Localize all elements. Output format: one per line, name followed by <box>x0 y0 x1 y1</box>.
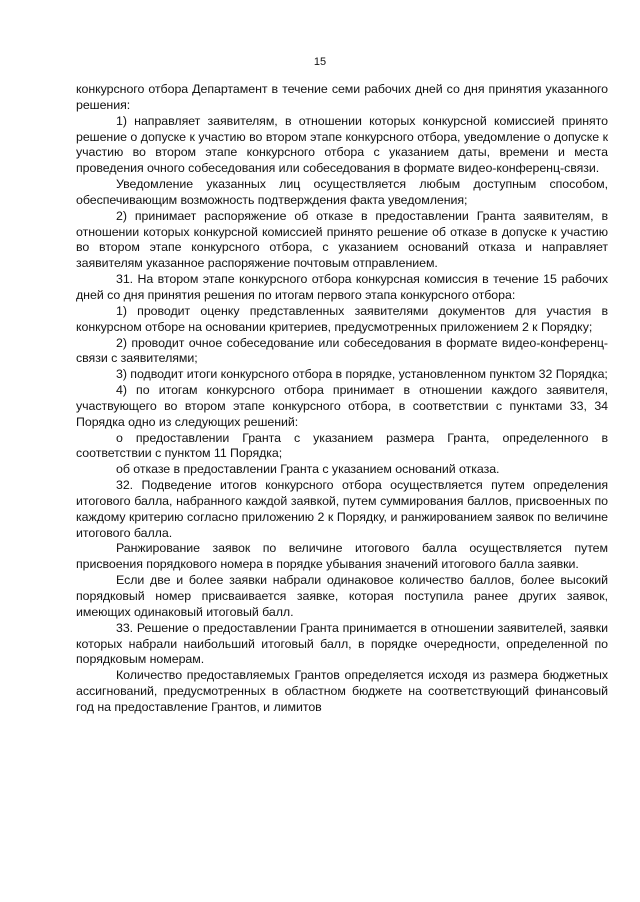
paragraph: об отказе в предоставлении Гранта с указанием оснований отказа. <box>116 462 500 477</box>
paragraph: Количество предоставляемых Грантов определяется исходя из размера бюджетных ассигнований, предусмотренных в областном бюджете на соответствующий финансовый год на предоставление Грантов, и лимитов <box>76 668 608 714</box>
paragraph: Ранжирование заявок по величине итогового балла осуществляется путем присвоения порядкового номера в порядке убывания значений итогового балла заявки. <box>76 541 608 572</box>
paragraph: 2) проводит очное собеседование или собеседования в формате видео-конференц-связи с заявителями; <box>76 335 608 366</box>
paragraph: о предоставлении Гранта с указанием размера Гранта, определенного в соответствии с пунктом 11 Порядка; <box>76 430 608 461</box>
paragraph: Если две и более заявки набрали одинаковое количество баллов, более высокий порядковый номер присваивается заявке, которая поступила ранее других заявок, имеющих одинаковый итоговый балл. <box>76 573 608 619</box>
paragraph: 33. Решение о предоставлении Гранта принимается в отношении заявителей, заявки которых набрали наибольший итоговый балл, в порядке очередности, определенной по порядковым номерам. <box>76 620 608 667</box>
page-number: 15 <box>313 56 327 68</box>
paragraph: 3) подводит итоги конкурсного отбора в порядке, установленном пунктом 32 Порядка; <box>116 367 608 382</box>
paragraph: 32. Подведение итогов конкурсного отбора осуществляется путем определения итогового балла, набранного каждой заявкой, путем суммирования баллов, присвоенных по каждому критерию согласно приложению 2 к Порядку, и ранжированием заявок по величине итогового балла. <box>76 478 608 540</box>
paragraph: Уведомление указанных лиц осуществляется любым доступным способом, обеспечивающим возможность подтверждения факта уведомления; <box>76 177 608 207</box>
paragraph: 1) проводит оценку представленных заявителями документов для участия в конкурсном отборе на основании критериев, предусмотренных приложением 2 к Порядку; <box>76 303 608 334</box>
paragraph: 2) принимает распоряжение об отказе в предоставлении Гранта заявителям, в отношении которых конкурсной комиссией принято решение об отказе в допуске к участию во втором этапе конкурсного отбора, с указанием оснований отказа и направляет заявителям указанное распоряжение почтовым отправлением. <box>76 208 608 271</box>
paragraph: 4) по итогам конкурсного отбора принимает в отношении каждого заявителя, участвующего во втором этапе конкурсного отбора, в соответствии с пунктами 33, 34 Порядка одно из следующих решений: <box>76 383 608 429</box>
paragraph: 31. На втором этапе конкурсного отбора конкурсная комиссия в течение 15 рабочих дней со дня принятия решения по итогам первого этапа конкурсного отбора: <box>76 272 608 302</box>
paragraph: конкурсного отбора Департамент в течение семи рабочих дней со дня принятия указанного решения: <box>76 82 608 112</box>
paragraph: 1) направляет заявителям, в отношении которых конкурсной комиссией принято решение о допуске к участию во втором этапе конкурсного отбора, уведомление о допуске к участию во втором этапе конкурсного отбора с указанием даты, времени и места проведения очного собеседования или собеседования в формате видео-конференц-связи. <box>76 113 608 176</box>
body-text <box>76 82 608 716</box>
